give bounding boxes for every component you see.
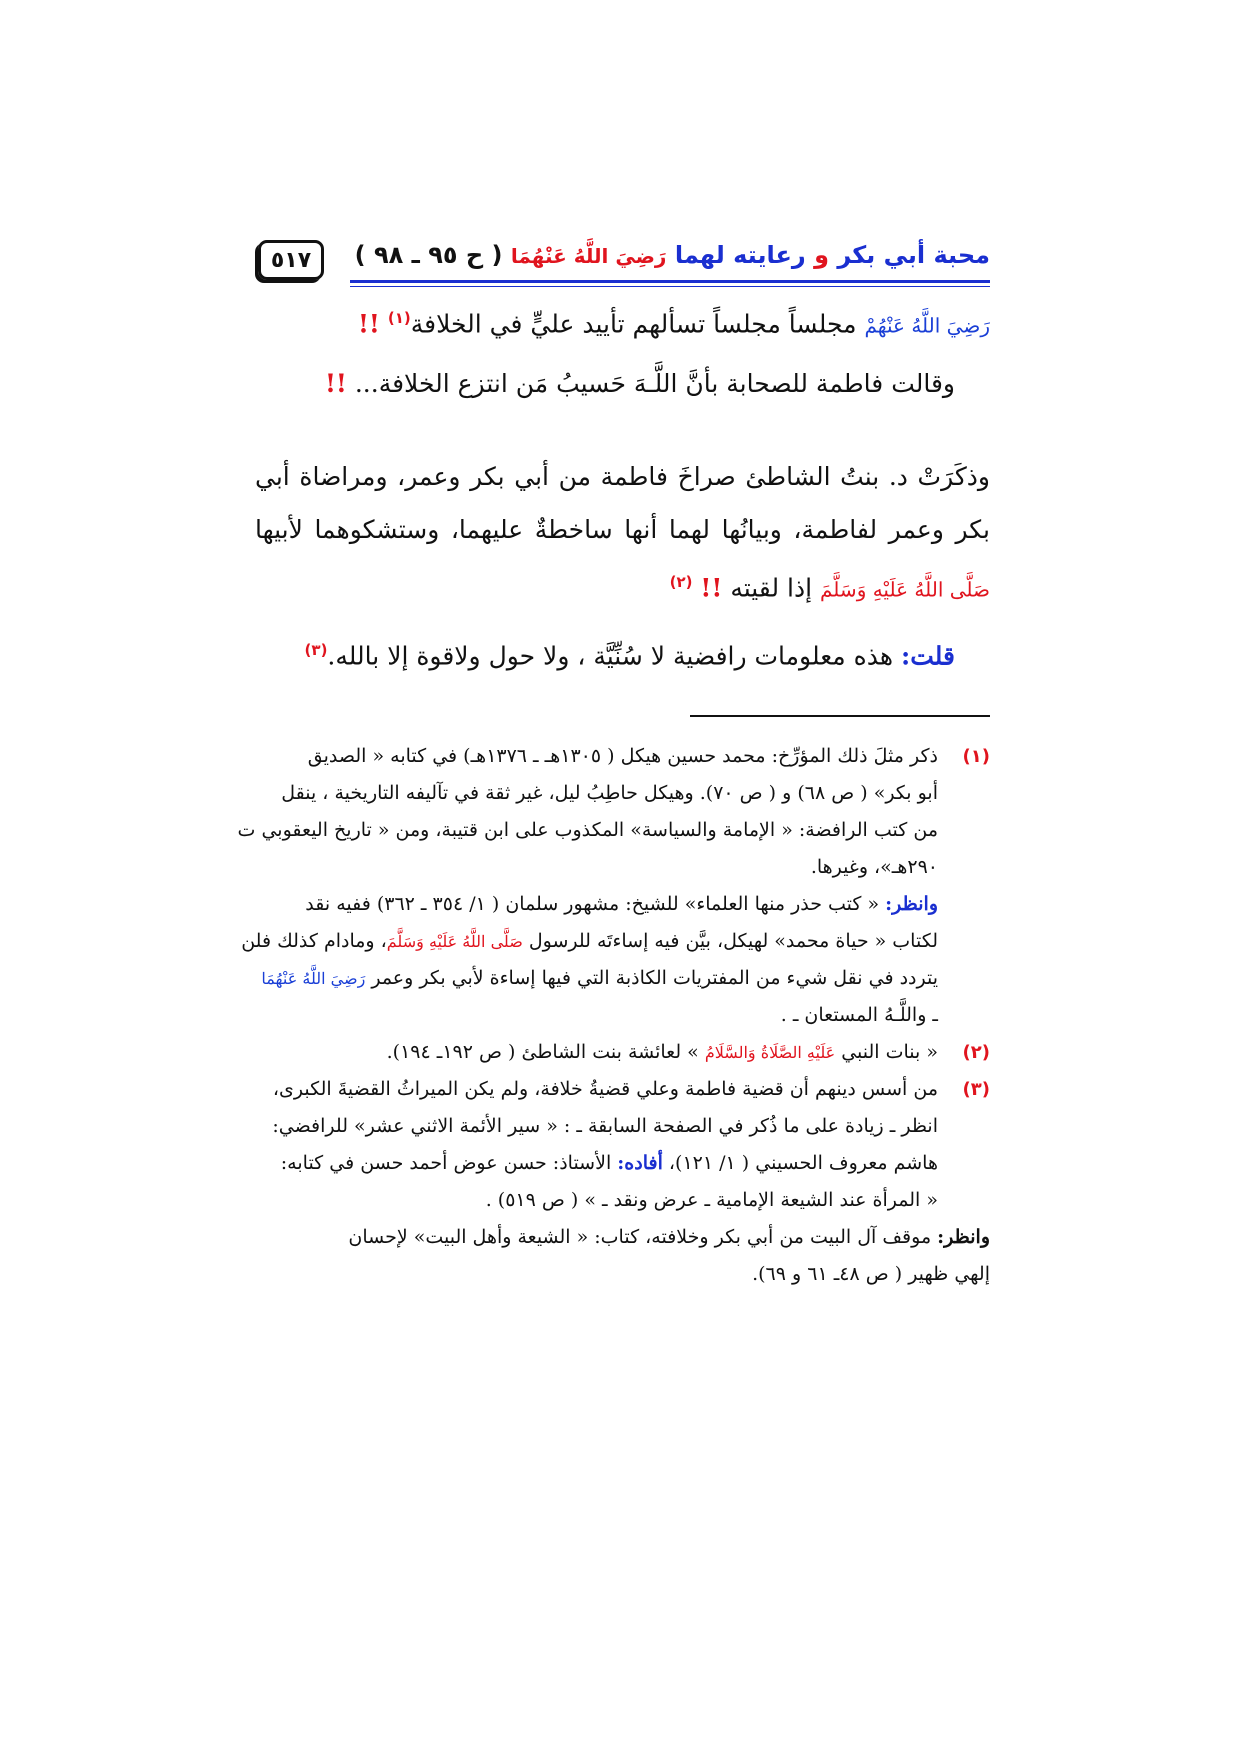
footnote-line [255,1145,938,1182]
body-line-2-text: وقالت فاطمة للصحابة بأنَّ اللَّـهَ حَسيبُ مَن انتزع الخلافة... [354,369,955,398]
footnote-line: أبو بكر» ( ص ٦٨) و ( ص ٧٠). وهيكل حاطِبُ ليل، غير ثقة في تآليفه التاريخية ، ينقل [281,782,938,804]
footnote-text: « كتب حذر منها العلماء» للشيخ: مشهور سلمان ( ١/ ٣٥٤ ـ ٣٦٢) ففيه نقد [305,893,880,915]
honorific-salla: صَلَّى اللَّهُ عَلَيْهِ وَسَلَّمَ [820,577,990,602]
footnote-ref-3[interactable]: (٣) [304,641,328,659]
honorific-anhum: رَضِيَ اللَّهُ عَنْهُمْ [864,313,990,338]
footnote-text: هاشم معروف الحسيني ( ١/ ١٢١)، [668,1152,938,1174]
header-title-part3: رعايته لهما [674,241,806,269]
header-title-part2: و [814,241,829,269]
footnote-2 [255,1034,990,1071]
footnote-text: « بنات النبي [841,1041,938,1063]
footnote-1-continued [241,886,990,1034]
footnote-line: إلهي ظهير ( ص ٤٨ـ ٦١ و ٦٩). [752,1263,990,1285]
footnote-line: من كتب الرافضة: « الإمامة والسياسة» المكذوب على ابن قتيبة، ومن « تاريخ اليعقوبي ت [237,819,938,841]
header-honorific: رَضِيَ اللَّهُ عَنْهُمَا [510,244,667,268]
footnote-number: (٢) [962,1042,990,1063]
footnote-1 [237,738,990,886]
footnote-3-continued [255,1219,990,1293]
body-paragraph-2-text: وذكَرَتْ د. بنتُ الشاطئ صراخَ فاطمة من أبي بكر وعمر، ومراضاة أبي بكر وعمر لفاطمة، وبيانُها لهما أنها ساخطةٌ عليهما، وستشكوهما لأبيها [255,462,990,544]
exclamation: !! [324,369,347,398]
footnote-ref-1[interactable]: (١) [387,309,411,327]
footnote-text: يتردد في نقل شيء من المفتريات الكاذبة التي فيها إساءة لأبي بكر وعمر [371,967,938,989]
credit-label: أفاده: [617,1152,663,1174]
footnote-line: ٢٩٠هـ»، وغيرها. [810,856,938,878]
footnote-line: « المرأة عند الشيعة الإمامية ـ عرض ونقد ـ » ( ص ٥١٩) . [485,1189,938,1211]
footnote-line [255,886,938,923]
footnote-3 [255,1071,990,1219]
footnote-line [255,960,938,997]
footnote-line [241,923,938,960]
body-paragraph-2 [255,450,990,616]
honorific-salah: عَلَيْهِ الصَّلَاةُ وَالسَّلَامُ [704,1043,836,1062]
footnote-number: (٣) [962,1079,990,1100]
footnote-separator [690,715,990,717]
header-rule-thin [350,286,990,287]
body-line-1-text: مجلساً مجلساً تسألهم تأييد عليٍّ في الخلافة [410,309,857,339]
page-number: ٥١٧ [258,240,324,280]
footnote-text: موقف آل البيت من أبي بكر وخلافته، كتاب: « الشيعة وأهل البيت» لإحسان [348,1226,932,1248]
footnotes [237,738,990,1293]
footnote-ref-2[interactable]: (٢) [669,573,693,591]
body-paragraph-2-tail: إذا لقيته [730,573,813,603]
qult-text: هذه معلومات رافضية لا سُنِّيَّة ، ولا حول ولاقوة إلا بالله. [327,641,894,671]
footnote-line [255,1219,990,1256]
footnote-text: ، ومادام كذلك فلن [241,930,387,952]
footnote-line: من أسس دينهم أن قضية فاطمة وعلي قضيةُ خلافة، ولم يكن الميراثُ القضيةَ الكبرى، [272,1078,938,1100]
honorific-anhuma: رَضِيَ اللَّهُ عَنْهُمَا [261,969,366,988]
qult-label: قلت: [900,641,955,671]
exclamation: !! [357,309,380,339]
footnote-line: انظر ـ زيادة على ما ذُكر في الصفحة السابقة ـ : « سير الأئمة الاثني عشر» للرافضي: [272,1115,938,1137]
body-qult [255,630,955,676]
footnote-text: » لعائشة بنت الشاطئ ( ص ١٩٢ـ ١٩٤). [386,1041,699,1063]
footnote-line: ـ واللَّـهُ المستعان ـ . [780,1004,938,1026]
see-also-label: وانظر: [885,893,938,915]
see-also-label: وانظر: [937,1226,990,1248]
body-line-2 [255,364,955,404]
footnote-text: الأستاذ: حسن عوض أحمد حسن في كتابه: [280,1152,612,1174]
footnote-text: لكتاب « حياة محمد» لهيكل، بيَّن فيه إساءتَه للرسول [528,930,938,952]
exclamation: !! [700,573,723,603]
body-line-1 [255,298,990,345]
footnote-line: ذكر مثلَ ذلك المؤرِّخ: محمد حسين هيكل ( ١٣٠٥هـ ـ ١٣٧٦هـ) في كتابه « الصديق [307,745,938,767]
footnote-number: (١) [962,746,990,767]
header-title-part1: محبة أبي بكر [837,241,990,269]
page-header [258,236,990,286]
header-reference: ( ح ٩٥ ـ ٩٨ ) [354,241,503,269]
honorific-salla: صَلَّى اللَّهُ عَلَيْهِ وَسَلَّمَ [386,932,523,951]
footnote-line [255,1034,938,1071]
header-title [355,238,990,273]
